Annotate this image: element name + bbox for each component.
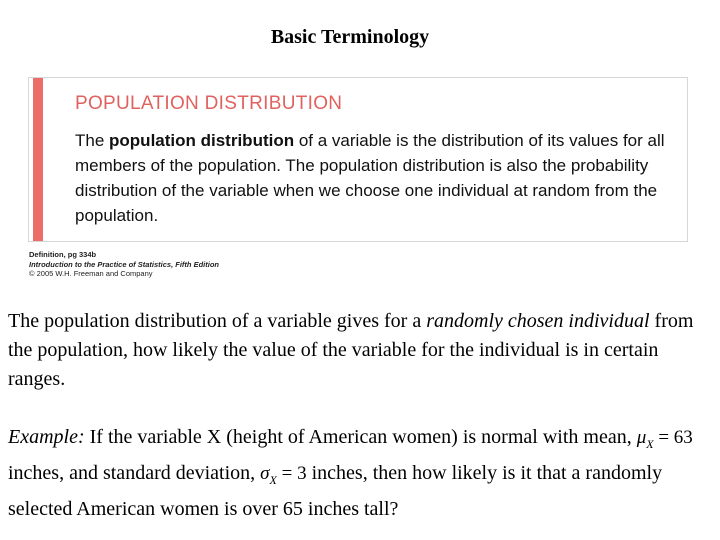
example-label: Example: [8, 426, 85, 448]
example-paragraph [8, 423, 708, 524]
caption-line-2: Introduction to the Practice of Statistics, Fifth Edition [29, 259, 220, 269]
caption-line-1: Definition, pg 334b [29, 250, 97, 259]
example-text-3: inches, then how likely is it that a randomly selected American women is over 65 inches tall? [8, 461, 663, 520]
example-text-1: If the variable X (height of American women) is normal with mean, [84, 426, 637, 448]
explanation-before: The population distribution of a variable gives for a [8, 310, 427, 332]
definition-accent-bar [33, 78, 43, 241]
caption-line-3: © 2005 W.H. Freeman and Company [29, 269, 153, 278]
definition-body-suffix: of a variable is the distribution of its values for all members of the population. The population distribution is also the probability distribution of the variable when we choose one individual at random from the population. [75, 131, 665, 225]
mu-symbol: μ [636, 427, 647, 448]
mu-subscript: X [646, 436, 654, 451]
slide-title: Basic Terminology [270, 26, 430, 48]
definition-box [28, 77, 688, 242]
definition-body [75, 128, 675, 228]
definition-term: population distribution [109, 131, 295, 150]
definition-heading: POPULATION DISTRIBUTION [75, 93, 343, 114]
definition-caption [29, 250, 219, 279]
explanation-emphasis: randomly chosen individual [426, 310, 650, 332]
mean-expression [636, 427, 693, 451]
explanation-paragraph [8, 307, 708, 394]
sd-expression [260, 462, 307, 487]
sd-value: = 3 [276, 462, 307, 484]
example-text-2: inches, and standard deviation, [8, 461, 261, 484]
explanation-after: from the population, how likely the value of the variable for the individual is in certain ranges. [8, 310, 694, 390]
sigma-symbol: σ [260, 462, 270, 484]
sigma-subscript: X [269, 472, 277, 487]
mean-value: = 63 [653, 427, 693, 448]
definition-body-prefix: The [75, 131, 110, 150]
